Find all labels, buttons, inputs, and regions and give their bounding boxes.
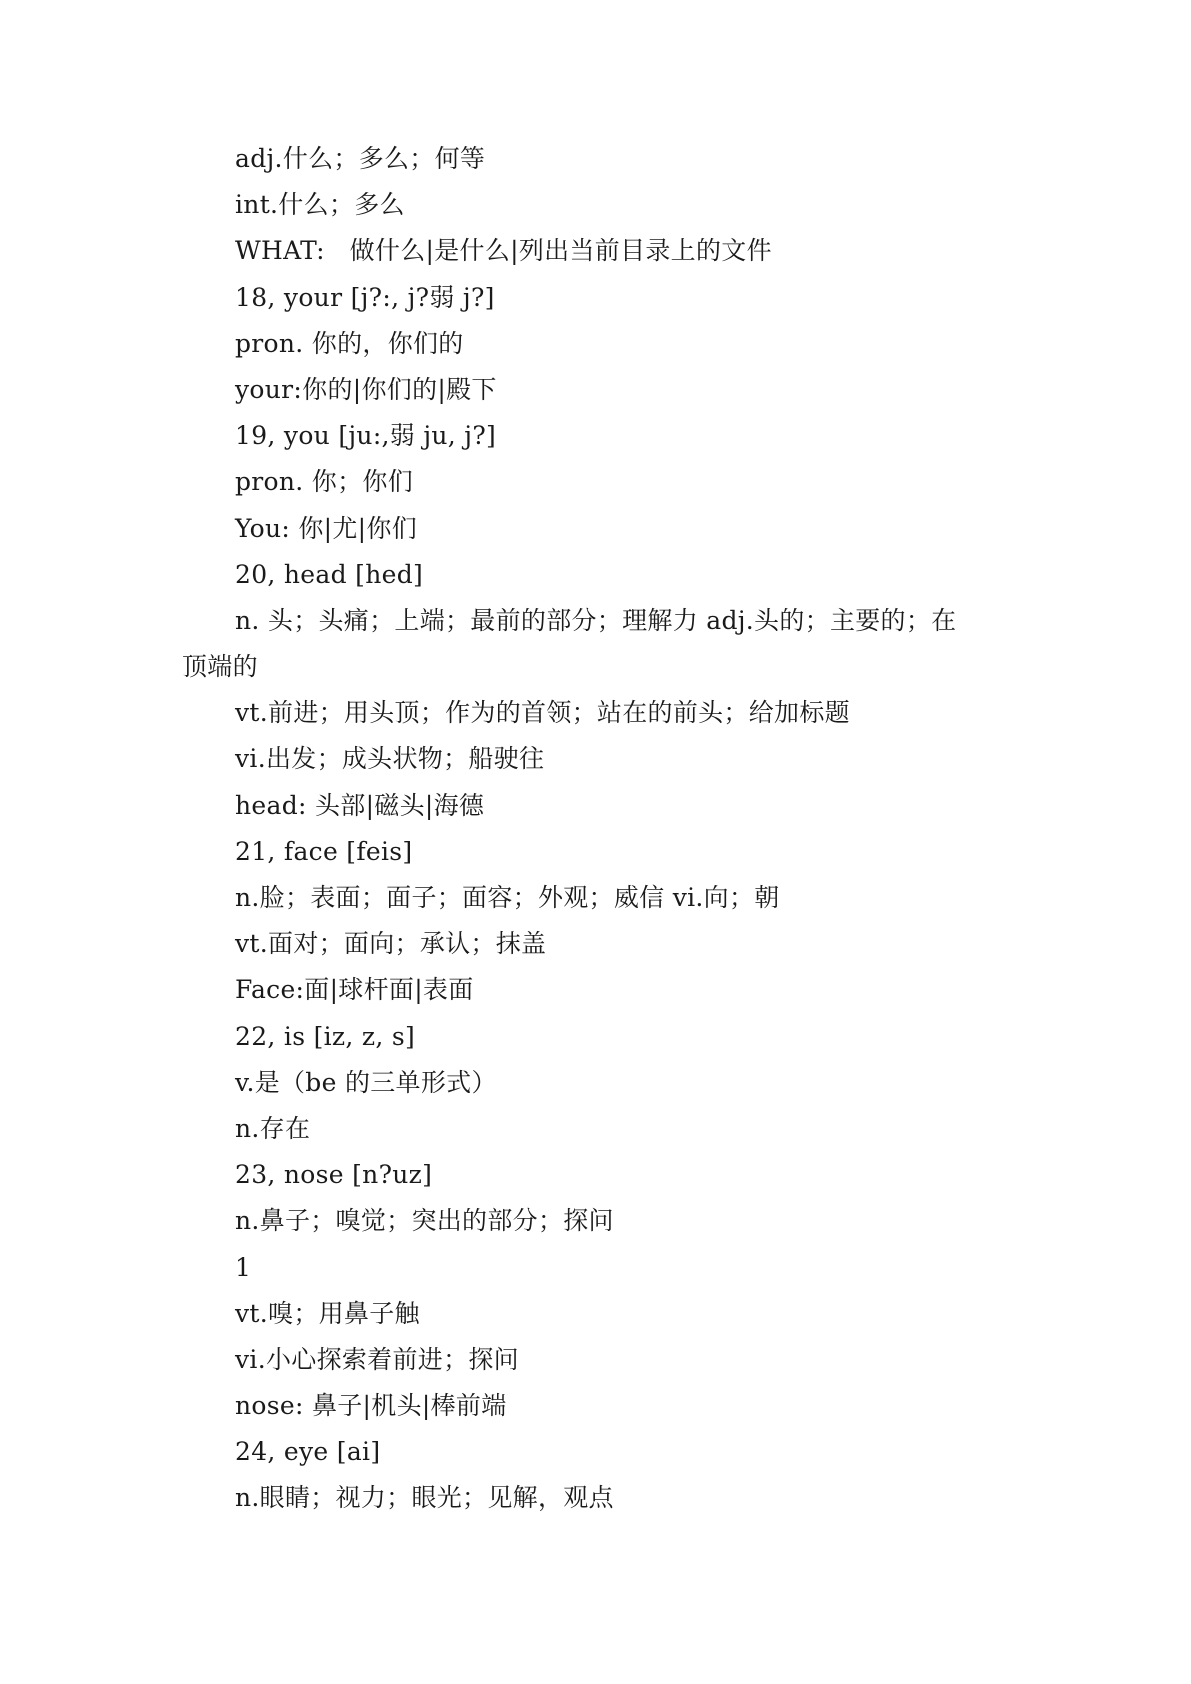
text-line: int.什么；多么 (235, 190, 405, 220)
text-line: head: 头部|磁头|海德 (235, 790, 485, 820)
text-line-continuation: 顶端的 (182, 652, 258, 682)
text-line: 23, nose [n?uz] (235, 1160, 433, 1190)
text-line: pron. 你的，你们的 (235, 328, 464, 358)
text-line: pron. 你；你们 (235, 467, 414, 497)
text-line: 19, you [ju:,弱 ju, j?] (235, 421, 497, 451)
text-line: your:你的|你们的|殿下 (235, 374, 497, 404)
text-body (182, 136, 1022, 1522)
text-line: Face:面|球杆面|表面 (235, 975, 474, 1005)
text-line: 20, head [hed] (235, 559, 424, 589)
text-line: WHAT: 做什么|是什么|列出当前目录上的文件 (235, 236, 772, 266)
text-line: 22, is [iz, z, s] (235, 1021, 416, 1051)
text-line: n.眼睛；视力；眼光；见解，观点 (235, 1483, 614, 1513)
text-line: n.脸；表面；面子；面容；外观；威信 vi.向；朝 (235, 883, 780, 912)
text-line: 18, your [j?:, j?弱 j?] (235, 282, 495, 312)
text-line: adj.什么；多么；何等 (235, 144, 486, 173)
text-line: v.是（be 的三单形式） (235, 1067, 497, 1097)
text-line: You: 你|尤|你们 (235, 513, 417, 543)
text-line: vt.嗅；用鼻子触 (235, 1298, 420, 1328)
text-line: 21, face [feis] (235, 836, 413, 866)
text-line: vi.出发；成头状物；船驶往 (235, 744, 545, 774)
text-line: nose: 鼻子|机头|棒前端 (235, 1391, 507, 1421)
text-line: n.存在 (235, 1113, 311, 1143)
text-line: 24, eye [ai] (235, 1437, 381, 1467)
text-line: vi.小心探索着前进；探问 (235, 1344, 519, 1374)
text-line: n.鼻子；嗅觉；突出的部分；探问 (235, 1206, 614, 1236)
text-line: vt.前进；用头顶；作为的首领；站在的前头；给加标题 (235, 698, 850, 728)
text-line: vt.面对；面向；承认；抹盖 (235, 929, 547, 959)
text-line: 1 (235, 1252, 252, 1282)
text-line: n. 头；头痛；上端；最前的部分；理解力 adj.头的；主要的；在 (235, 605, 957, 635)
